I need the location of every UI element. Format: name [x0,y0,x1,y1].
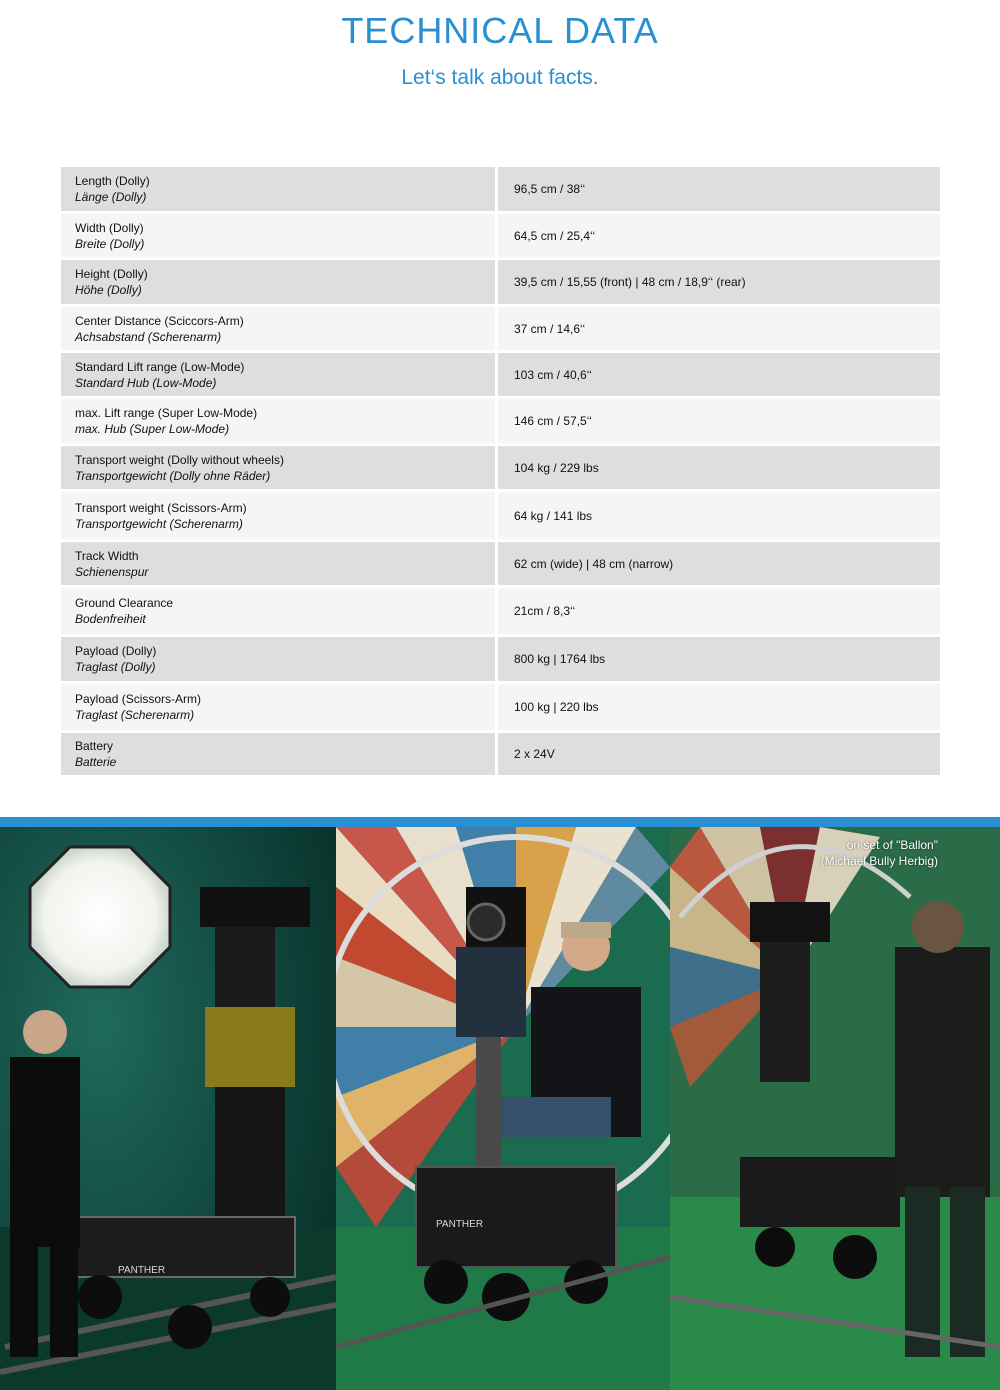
spec-label-en: Payload (Dolly) [75,644,157,658]
spec-value: 37 cm / 14,6‘‘ [514,321,586,336]
spec-label-de: Transportgewicht (Dolly ohne Räder) [75,468,271,483]
spec-row [61,733,940,778]
spec-label-cell [61,637,498,681]
spec-row [61,167,940,214]
page-subtitle: Let‘s talk about facts. [401,66,599,89]
spec-row [61,353,940,399]
spec-label-en: max. Lift range (Super Low-Mode) [75,406,258,420]
spec-row [61,588,940,637]
spec-value: 146 cm / 57,5‘‘ [514,414,592,428]
spec-label-cell [61,733,498,775]
spec-value: 62 cm (wide) | 48 cm (narrow) [514,556,674,571]
spec-label-de: Breite (Dolly) [75,236,145,251]
spec-label-cell [61,167,498,211]
spec-label-cell [61,588,498,634]
spec-label-en: Transport weight (Scissors-Arm) [75,500,247,515]
spec-value: 21cm / 8,3‘‘ [514,604,576,618]
spec-value: 103 cm / 40,6‘‘ [514,367,592,382]
spec-label-en: Height (Dolly) [75,267,148,281]
spec-label-de: Traglast (Scherenarm) [75,708,195,722]
spec-row [61,446,940,492]
spec-label-cell [61,214,498,257]
spec-label-de: Batterie [75,755,117,769]
dolly-brand-label-1: PANTHER [118,1265,166,1276]
spec-label-cell [61,260,498,304]
spec-row [61,684,940,733]
spec-label-de: Standard Hub (Low-Mode) [75,375,217,390]
spec-row [61,542,940,588]
spec-label-de: Traglast (Dolly) [75,660,156,674]
spec-label-en: Track Width [75,548,139,563]
photo-caption [821,837,938,869]
spec-row [61,399,940,446]
photo-operator-balloon [336,827,670,1390]
spec-value: 39,5 cm / 15,55 (front) | 48 cm / 18,9‘‘ (rear) [514,275,746,289]
photo-caption-line1: on set of "Ballon" [846,838,938,852]
spec-value: 2 x 24V [514,747,555,761]
spec-label-en: Standard Lift range (Low-Mode) [75,359,245,374]
spec-label-cell [61,353,498,396]
spec-label-en: Length (Dolly) [75,174,150,188]
spec-row [61,260,940,307]
spec-row [61,492,940,542]
spec-label-de: max. Hub (Super Low-Mode) [75,422,230,436]
spec-value: 800 kg | 1764 lbs [514,652,606,666]
spec-label-cell [61,684,498,730]
spec-label-cell [61,399,498,443]
spec-label-de: Achsabstand (Scherenarm) [75,329,222,344]
spec-value: 100 kg | 220 lbs [514,700,599,714]
spec-label-en: Battery [75,739,114,753]
spec-label-cell [61,446,498,489]
spec-row [61,307,940,353]
spec-value: 96,5 cm / 38‘‘ [514,182,586,196]
spec-label-en: Width (Dolly) [75,220,144,235]
spec-row [61,214,940,260]
spec-label-de: Transportgewicht (Scherenarm) [75,516,243,531]
spec-label-de: Länge (Dolly) [75,190,147,204]
spec-row [61,637,940,684]
spec-table [61,167,940,778]
dolly-brand-label-2: PANTHER [436,1219,484,1230]
spec-label-cell [61,542,498,585]
spec-label-cell [61,307,498,350]
spec-label-cell [61,492,498,539]
spec-label-de: Höhe (Dolly) [75,283,142,297]
spec-value: 64,5 cm / 25,4‘‘ [514,228,596,243]
spec-label-en: Ground Clearance [75,596,174,610]
spec-label-de: Bodenfreiheit [75,612,146,626]
spec-label-en: Center Distance (Sciccors-Arm) [75,313,244,328]
spec-label-en: Payload (Scissors-Arm) [75,692,202,706]
spec-value: 104 kg / 229 lbs [514,460,599,475]
page-title: TECHNICAL DATA [341,10,659,51]
photo-caption-line2: (Michael Bully Herbig) [820,854,938,868]
accent-divider [0,817,1000,827]
spec-label-en: Transport weight (Dolly without wheels) [75,452,284,467]
spec-label-de: Schienenspur [75,564,149,579]
spec-value: 64 kg / 141 lbs [514,508,593,523]
photo-on-set-ballon [670,827,1000,1390]
photo-studio-softbox [0,827,336,1390]
photo-strip [0,827,1000,1390]
